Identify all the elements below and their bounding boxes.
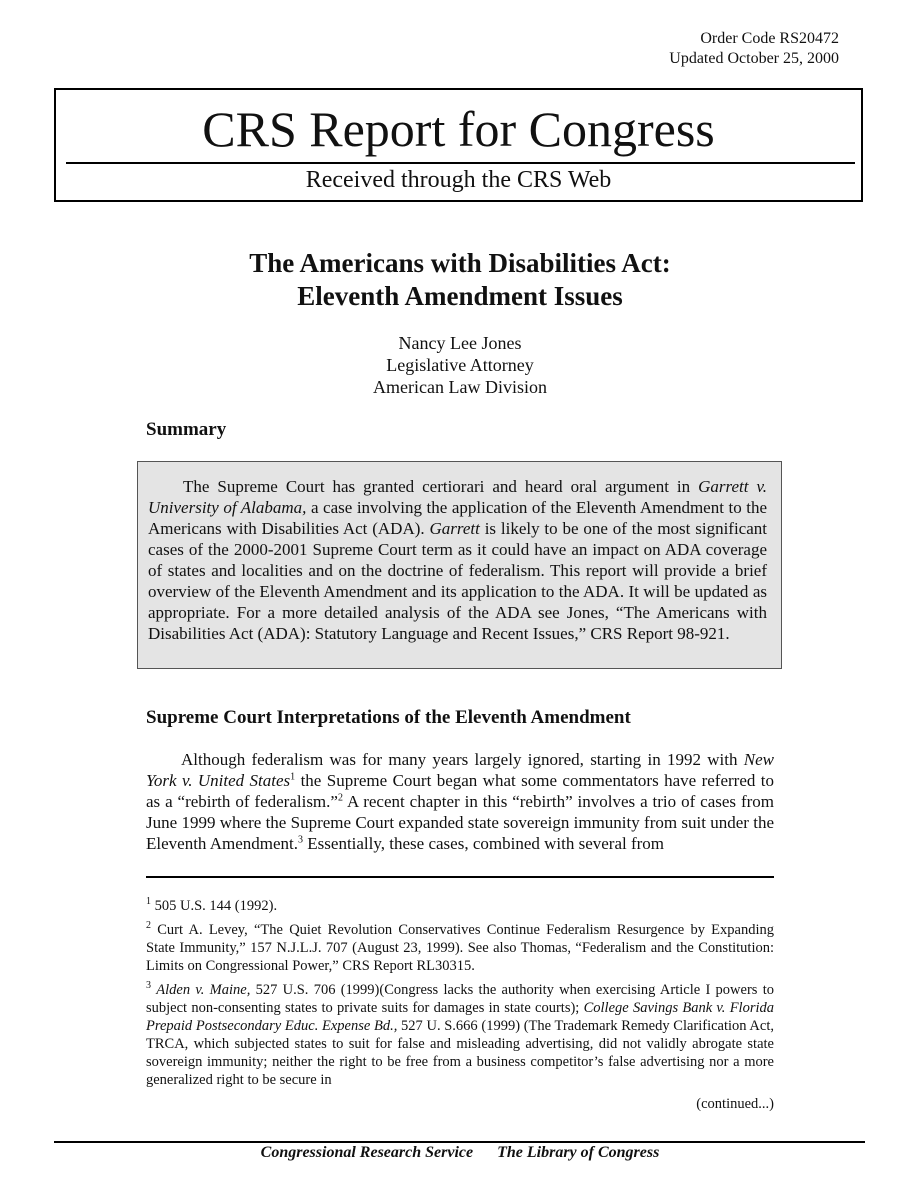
report-banner — [54, 88, 863, 202]
case-citation: Garrett v. University of Alabama, — [148, 477, 767, 517]
footnote-1: $^1$ 505 U.S. 144 (1992). — [146, 896, 278, 914]
footnote-divider — [146, 876, 774, 878]
footer-loc: The Library of Congress — [497, 1144, 660, 1161]
banner-subtitle: Received through the CRS Web — [305, 167, 612, 193]
title-line-2: Eleventh Amendment Issues — [297, 281, 623, 311]
order-code: Order Code RS20472 — [700, 30, 839, 47]
author-division: American Law Division — [373, 377, 547, 397]
footnote-ref: 1 — [290, 771, 296, 783]
updated-date: Updated October 25, 2000 — [669, 50, 839, 67]
footnote-3: $^3$ Alden v. Maine, 527 U.S. 706 (1999)(Congress lacks the authority when exercising Article I powers to subject non-consenting states to private suits for damages in state courts); College Savings Bank v. Florida Prepaid Postsecondary Educ. Expense Bd., 527 U. S.666 (1999) (The Trademark Remedy Clarification Act, TRCA, which subjected states to suit for false and misleading advertising, did not validly abrogate state sovereign immunity; neither the right to be free from a business competitor’s false advertising nor a more generalized right to be secure in — [146, 980, 774, 1088]
continued-note: (continued...) — [696, 1096, 774, 1112]
section-heading: Supreme Court Interpretations of the Eleventh Amendment — [146, 707, 631, 728]
case-citation: New York v. United States — [146, 750, 774, 790]
author-block — [0, 332, 920, 398]
banner-divider — [66, 162, 855, 164]
summary-heading: Summary — [146, 419, 227, 440]
banner-title: CRS Report for Congress — [202, 101, 715, 157]
case-citation-short: Garrett — [429, 519, 480, 538]
page-footer — [0, 1144, 920, 1162]
author-name: Nancy Lee Jones — [398, 333, 522, 353]
body-paragraph: Although federalism was for many years largely ignored, starting in 1992 with New York v. United States$^1$ the Supreme Court began what some commentators have referred to as a “rebirth of federalism.”$^2$ A recent chapter in this “rebirth” involves a trio of cases from June 1999 where the Supreme Court expanded state sovereign immunity from suit under the Eleventh Amendment.$^3$ Essentially, these cases, combined with several from — [146, 750, 775, 853]
document-title — [0, 247, 920, 313]
footer-divider — [54, 1141, 865, 1143]
footnotes — [146, 897, 774, 1113]
footer-crs: Congressional Research Service — [260, 1144, 474, 1161]
summary-box — [137, 461, 782, 669]
order-code-block — [669, 29, 839, 69]
footnote-ref: 3 — [298, 834, 304, 846]
summary-paragraph: The Supreme Court has granted certiorari and heard oral argument in Garrett v. University of Alabama, a case involving the application of the Eleventh Amendment to the Americans with Disabilities Act (ADA). Garrett is likely to be one of the most significant cases of the 2000-2001 Supreme Court term as it could have an impact on ADA coverage of states and localities and on the doctrine of federalism. This report will provide a brief overview of the Eleventh Amendment and its application to the ADA. It will be updated as appropriate. For a more detailed analysis of the ADA see Jones, “The Americans with Disabilities Act (ADA): Statutory Language and Recent Issues,” CRS Report 98-921. — [148, 477, 767, 643]
footnote-2: $^2$ Curt A. Levey, “The Quiet Revolution Conservatives Continue Federalism Resurgence by Expanding State Immunity,” 157 N.J.L.J. 707 (August 23, 1999). See also Thomas, “Federalism and the Constitution: Limits on Congressional Power,” CRS Report RL30315. — [146, 920, 775, 974]
title-line-1: The Americans with Disabilities Act: — [249, 248, 671, 278]
author-role: Legislative Attorney — [386, 355, 534, 375]
footnote-ref: 2 — [337, 792, 343, 804]
